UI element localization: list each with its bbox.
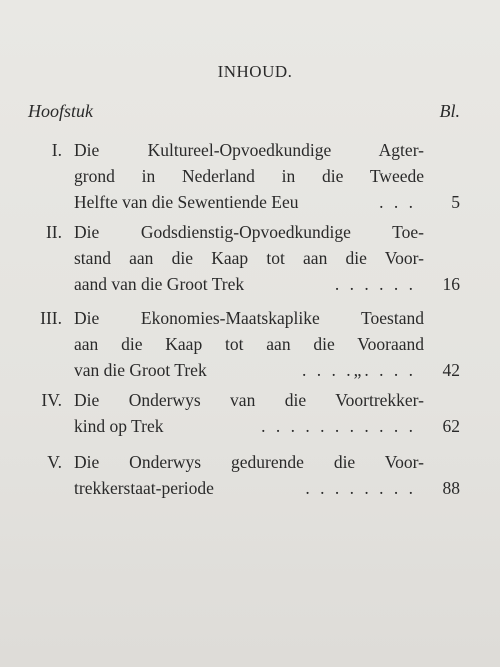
chapter-title-line: grond in Nederland in die Tweede xyxy=(74,166,424,186)
chapter-title-line: trekkerstaat-periode xyxy=(74,478,214,498)
page-number: 62 xyxy=(442,416,460,436)
chapter-title-line: stand aan die Kaap tot aan die Voor- xyxy=(74,248,424,268)
chapter-title-line: Die Onderwys van die Voortrekker- xyxy=(74,390,424,410)
page-column-header: Bl. xyxy=(439,101,460,121)
leader-dots: . . . .„. . . . xyxy=(301,360,416,380)
leader-dots: . . . . . . xyxy=(334,274,416,294)
chapter-title-line: Die Ekonomies-Maatskaplike Toestand xyxy=(74,308,424,328)
page-number: 42 xyxy=(442,360,460,380)
leader-dots: . . . . . . . . xyxy=(305,478,416,498)
chapter-title-line: van die Groot Trek xyxy=(74,360,207,380)
chapter-title-line: Helfte van die Sewentiende Eeu xyxy=(74,192,299,212)
page-number: 16 xyxy=(442,274,460,294)
leader-dots: . . . . . . . . . . . xyxy=(261,416,416,436)
chapter-title-line: Die Godsdienstig-Opvoedkundige Toe- xyxy=(74,222,424,242)
chapter-numeral: III. xyxy=(40,308,62,328)
leader-dots: . . . xyxy=(379,192,416,212)
chapter-title-line: Die Kultureel-Opvoedkundige Agter- xyxy=(74,140,424,160)
chapter-numeral: I. xyxy=(51,140,62,160)
chapter-numeral: II. xyxy=(45,222,62,242)
page-title: INHOUD. xyxy=(217,62,293,81)
chapter-column-header: Hoofstuk xyxy=(28,101,93,121)
chapter-title-line: aan die Kaap tot aan die Vooraand xyxy=(74,334,424,354)
chapter-title-line: Die Onderwys gedurende die Voor- xyxy=(74,452,424,472)
chapter-numeral: IV. xyxy=(41,390,62,410)
chapter-title-line: aand van die Groot Trek xyxy=(74,274,245,294)
chapter-title-line: kind op Trek xyxy=(74,416,164,436)
chapter-numeral: V. xyxy=(47,452,62,472)
page-number: 88 xyxy=(442,478,460,498)
page-number: 5 xyxy=(451,192,460,212)
